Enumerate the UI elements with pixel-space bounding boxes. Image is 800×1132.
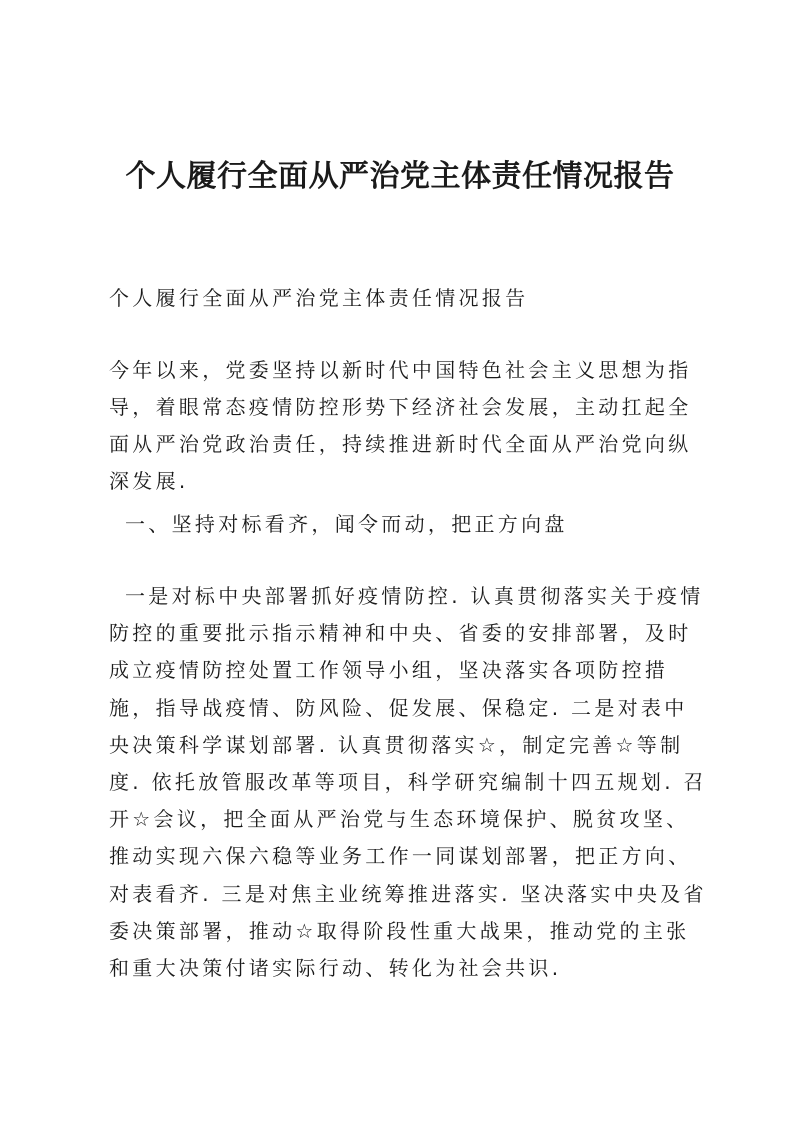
section-heading: 一、坚持对标看齐，闻令而动，把正方向盘 (125, 512, 568, 536)
intro-paragraph: 今年以来，党委坚持以新时代中国特色社会主义思想为指导，着眼常态疫情防控形势下经济社会发展，主动扛起全面从严治党政治责任，持续推进新时代全面从严治党向纵深发展. (109, 358, 692, 493)
document-title: 个人履行全面从严治党主体责任情况报告 (125, 159, 675, 194)
body-paragraph: 一是对标中央部署抓好疫情防控. 认真贯彻落实关于疫情防控的重要批示指示精神和中央、省委的安排部署，及时成立疫情防控处置工作领导小组，坚决落实各项防控措施，指导战疫情、防风险、促发展、保稳定. 二是对表中央决策科学谋划部署. 认真贯彻落实☆，制定完善☆等制度. 依托放管服改革等项目，科学研究编制十四五规划. 召开☆会议，把全面从严治党与生态环境保护、脱贫攻坚、推动实现六保六稳等业务工作一同谋划部署，把正方向、对表看齐. 三是对焦主业统筹推进落实. 坚决落实中央及省委决策部署，推动☆取得阶段性重大战果，推动党的主张和重大决策付诸实际行动、转化为社会共识. (109, 584, 707, 981)
document-subtitle: 个人履行全面从严治党主体责任情况报告 (109, 286, 529, 310)
